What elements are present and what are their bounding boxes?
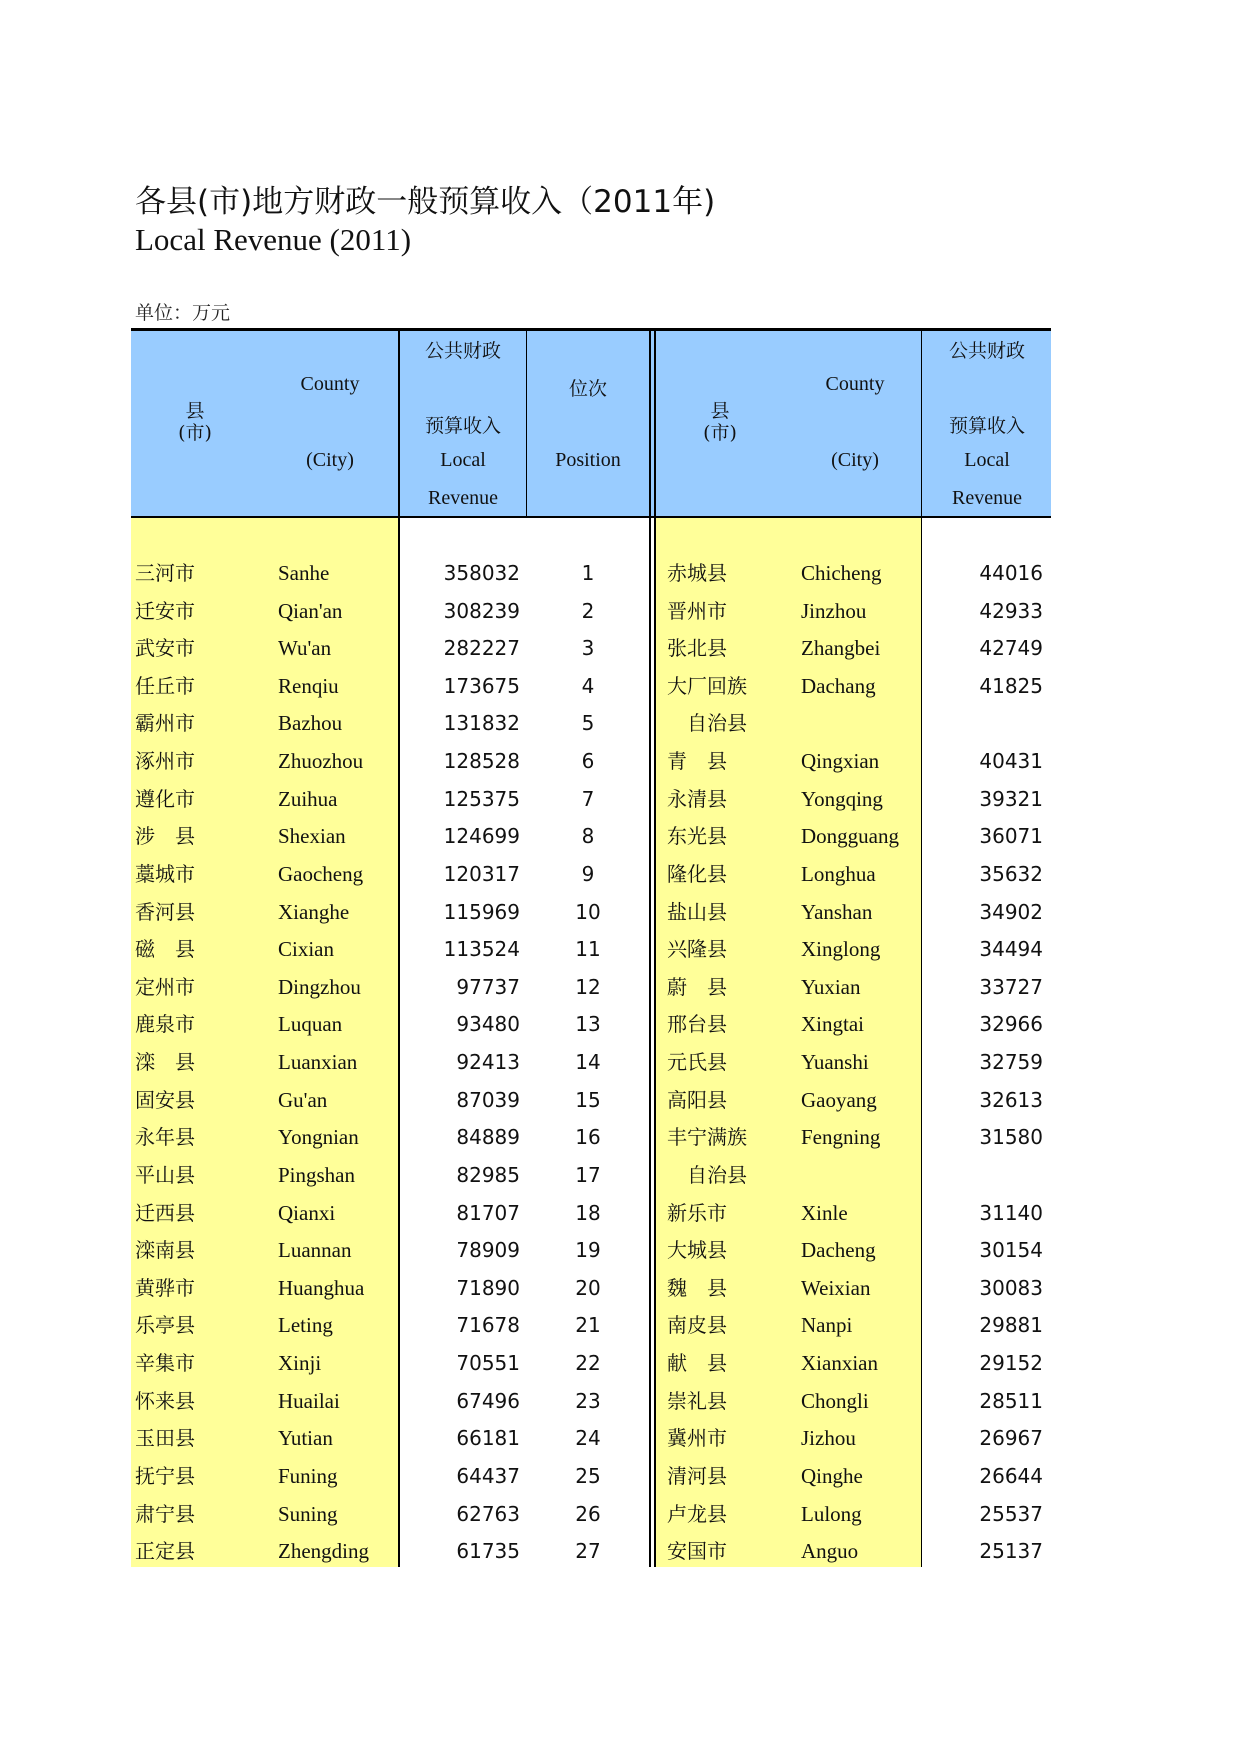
left-position: 19 — [575, 1238, 601, 1262]
header-county-cn-top-right: 县 — [710, 400, 730, 422]
header-position-cn: 位次 — [568, 378, 607, 400]
right-county-cn: 南皮县 — [667, 1313, 727, 1337]
header-revenue-cn-2-right: 预算收入 — [948, 415, 1025, 437]
right-county-cn: 赤城县 — [667, 561, 727, 585]
left-county-cn: 涿州市 — [135, 749, 195, 773]
right-county-cn: 盐山县 — [667, 900, 727, 924]
left-revenue: 82985 — [456, 1163, 520, 1187]
right-county-en — [801, 1156, 919, 1194]
right-county-cn: 冀州市 — [667, 1426, 727, 1450]
right-county-cn: 丰宁满族 — [667, 1125, 747, 1149]
left-county-en: Zhengding — [278, 1539, 369, 1563]
table-header-background — [131, 330, 1051, 518]
left-county-cn: 磁 县 — [135, 937, 195, 961]
right-county-cn: 崇礼县 — [667, 1389, 727, 1413]
left-revenue: 113524 — [443, 937, 520, 961]
right-revenue: 34494 — [979, 937, 1043, 961]
right-county-cn: 大厂回族 — [667, 674, 747, 698]
left-revenue: 128528 — [443, 749, 520, 773]
left-county-cn: 滦南县 — [135, 1238, 195, 1262]
right-revenue: 30083 — [979, 1276, 1043, 1300]
header-county-en-top: County — [300, 373, 360, 395]
left-county-cn: 永年县 — [135, 1125, 195, 1149]
unit-label: 单位：万元 — [135, 302, 231, 324]
left-county-cn: 黄骅市 — [135, 1276, 195, 1300]
right-revenue: 29152 — [979, 1351, 1043, 1375]
right-county-en: Fengning — [801, 1125, 881, 1149]
right-revenue: 31140 — [979, 1201, 1043, 1225]
right-revenue: 42933 — [979, 599, 1043, 623]
left-position: 13 — [575, 1012, 601, 1036]
left-county-cn: 乐亭县 — [135, 1313, 195, 1337]
right-county-en: Nanpi — [801, 1313, 853, 1337]
left-county-en: Suning — [278, 1502, 338, 1526]
left-county-en: Pingshan — [278, 1163, 356, 1187]
left-county-en: Shexian — [278, 824, 346, 848]
left-position: 4 — [581, 674, 595, 698]
left-county-en: Sanhe — [278, 561, 330, 585]
right-county-en: Xinglong — [801, 937, 881, 961]
left-county-cn: 滦 县 — [135, 1050, 195, 1074]
right-revenue: 30154 — [979, 1238, 1043, 1262]
right-revenue: 44016 — [979, 561, 1043, 585]
header-revenue-en-2-right: Revenue — [952, 487, 1022, 509]
center-double-divider-a — [649, 330, 651, 1567]
right-county-cn: 兴隆县 — [667, 937, 727, 961]
left-county-en: Huailai — [278, 1389, 340, 1413]
right-county-en: Jinzhou — [801, 599, 867, 623]
right-county-en: Qingxian — [801, 749, 880, 773]
left-county-cn: 正定县 — [135, 1539, 195, 1563]
left-county-en: Bazhou — [278, 711, 343, 735]
left-position: 15 — [575, 1088, 601, 1112]
left-position: 8 — [581, 824, 595, 848]
right-revenue — [925, 704, 1043, 742]
left-county-en: Leting — [278, 1313, 333, 1337]
header-revenue-cn-1: 公共财政 — [424, 340, 501, 362]
right-county-en: Dacheng — [801, 1238, 876, 1262]
right-revenue: 25537 — [979, 1502, 1043, 1526]
page-title-english: Local Revenue (2011) — [135, 222, 412, 257]
right-county-cn: 张北县 — [667, 636, 727, 660]
right-county-en: Dongguang — [801, 824, 899, 848]
left-county-cn: 遵化市 — [135, 787, 195, 811]
table-top-border — [131, 328, 1051, 331]
left-revenue: 70551 — [456, 1351, 520, 1375]
header-revenue-cn-2: 预算收入 — [424, 415, 501, 437]
left-county-en: Qian'an — [278, 599, 343, 623]
left-position: 3 — [581, 636, 595, 660]
right-county-cn: 高阳县 — [667, 1088, 727, 1112]
left-position-divider — [526, 330, 527, 518]
right-revenue: 42749 — [979, 636, 1043, 660]
left-position: 6 — [581, 749, 595, 773]
left-county-en: Wu'an — [278, 636, 332, 660]
left-revenue: 282227 — [443, 636, 520, 660]
right-county-en: Xingtai — [801, 1012, 864, 1036]
left-county-en: Zhuozhou — [278, 749, 364, 773]
left-position: 10 — [575, 900, 601, 924]
left-county-en: Xianghe — [278, 900, 350, 924]
left-revenue: 125375 — [443, 787, 520, 811]
right-county-cn: 自治县 — [667, 1163, 747, 1187]
left-county-cn: 霸州市 — [135, 711, 195, 735]
page-title-chinese: 各县(市)地方财政一般预算收入（2011年) — [135, 184, 716, 220]
right-revenue: 25137 — [979, 1539, 1043, 1563]
left-county-cn: 定州市 — [135, 975, 195, 999]
left-revenue: 358032 — [443, 561, 520, 585]
left-county-cn: 任丘市 — [135, 674, 195, 698]
left-position: 11 — [575, 937, 601, 961]
left-position: 2 — [581, 599, 595, 623]
left-county-en: Yutian — [278, 1426, 333, 1450]
left-county-en: Zuihua — [278, 787, 338, 811]
left-revenue: 173675 — [443, 674, 520, 698]
right-revenue: 28511 — [979, 1389, 1043, 1413]
left-revenue: 97737 — [456, 975, 520, 999]
left-revenue: 93480 — [456, 1012, 520, 1036]
left-position: 25 — [575, 1464, 601, 1488]
right-county-cn: 元氏县 — [667, 1050, 727, 1074]
left-position: 9 — [581, 862, 595, 886]
header-county-cn-right — [685, 400, 755, 444]
left-position: 12 — [575, 975, 601, 999]
left-county-en: Xinji — [278, 1351, 322, 1375]
left-position: 17 — [575, 1163, 601, 1187]
right-county-cn: 青 县 — [667, 749, 727, 773]
left-county-en: Gaocheng — [278, 862, 364, 886]
left-county-cn: 抚宁县 — [135, 1464, 195, 1488]
left-county-cn: 迁安市 — [135, 599, 195, 623]
left-county-cn: 辛集市 — [135, 1351, 195, 1375]
left-position: 23 — [575, 1389, 601, 1413]
header-position-en: Position — [555, 449, 621, 471]
left-revenue: 66181 — [456, 1426, 520, 1450]
right-county-cn: 自治县 — [667, 711, 747, 735]
right-county-en: Yuxian — [801, 975, 861, 999]
left-county-cn: 迁西县 — [135, 1201, 195, 1225]
left-revenue: 87039 — [456, 1088, 520, 1112]
left-revenue: 124699 — [443, 824, 520, 848]
left-county-cn: 肃宁县 — [135, 1502, 195, 1526]
right-county-en — [801, 704, 919, 742]
left-county-cn: 武安市 — [135, 636, 195, 660]
right-county-cn: 卢龙县 — [667, 1502, 727, 1526]
left-county-cn: 藁城市 — [135, 862, 195, 886]
right-county-cn: 蔚 县 — [667, 975, 727, 999]
right-revenue: 32966 — [979, 1012, 1043, 1036]
left-position: 5 — [581, 711, 595, 735]
right-revenue: 36071 — [979, 824, 1043, 848]
header-county-en-top-right: County — [825, 373, 885, 395]
right-county-en: Zhangbei — [801, 636, 881, 660]
right-county-en: Yanshan — [801, 900, 873, 924]
left-revenue: 308239 — [443, 599, 520, 623]
left-revenue: 92413 — [456, 1050, 520, 1074]
header-revenue-en-1-right: Local — [964, 449, 1010, 471]
right-county-cn: 安国市 — [667, 1539, 727, 1563]
left-revenue: 81707 — [456, 1201, 520, 1225]
left-county-cn: 怀来县 — [135, 1389, 195, 1413]
right-county-cn: 献 县 — [667, 1351, 727, 1375]
left-county-en: Cixian — [278, 937, 334, 961]
left-county-cn: 平山县 — [135, 1163, 195, 1187]
header-county-en-bottom-right: (City) — [831, 449, 879, 471]
left-revenue: 115969 — [443, 900, 520, 924]
left-position: 7 — [581, 787, 595, 811]
left-county-en: Huanghua — [278, 1276, 365, 1300]
right-county-en: Longhua — [801, 862, 876, 886]
left-county-cn: 固安县 — [135, 1088, 195, 1112]
left-county-en: Luanxian — [278, 1050, 358, 1074]
right-revenue: 26644 — [979, 1464, 1043, 1488]
right-county-en: Yongqing — [801, 787, 883, 811]
header-revenue-cn-1-right: 公共财政 — [948, 340, 1025, 362]
right-county-en: Qinghe — [801, 1464, 863, 1488]
header-county-cn-bottom: (市) — [178, 422, 212, 444]
left-revenue: 78909 — [456, 1238, 520, 1262]
right-county-en: Xianxian — [801, 1351, 878, 1375]
left-revenue: 71678 — [456, 1313, 520, 1337]
right-county-en: Xinle — [801, 1201, 848, 1225]
left-position: 24 — [575, 1426, 601, 1450]
left-county-en: Funing — [278, 1464, 338, 1488]
header-county-cn-top: 县 — [185, 400, 205, 422]
left-position: 18 — [575, 1201, 601, 1225]
left-revenue: 62763 — [456, 1502, 520, 1526]
left-county-en: Yongnian — [278, 1125, 359, 1149]
left-revenue: 84889 — [456, 1125, 520, 1149]
header-bottom-border — [131, 516, 1051, 518]
right-county-en: Weixian — [801, 1276, 871, 1300]
left-name-divider — [398, 330, 400, 1567]
left-county-cn: 三河市 — [135, 561, 195, 585]
right-county-cn: 魏 县 — [667, 1276, 727, 1300]
left-position: 1 — [581, 561, 595, 585]
header-revenue-en-1: Local — [440, 449, 486, 471]
left-county-en: Luannan — [278, 1238, 352, 1262]
right-county-cn: 清河县 — [667, 1464, 727, 1488]
right-county-cn: 邢台县 — [667, 1012, 727, 1036]
header-county-cn-bottom-right: (市) — [703, 422, 737, 444]
right-revenue: 34902 — [979, 900, 1043, 924]
left-county-en: Dingzhou — [278, 975, 361, 999]
right-name-divider — [921, 330, 922, 1567]
left-county-en: Renqiu — [278, 674, 339, 698]
right-county-cn: 东光县 — [667, 824, 727, 848]
right-revenue: 33727 — [979, 975, 1043, 999]
left-revenue: 131832 — [443, 711, 520, 735]
left-position: 21 — [575, 1313, 601, 1337]
right-revenue — [925, 1156, 1043, 1194]
right-county-en: Lulong — [801, 1502, 862, 1526]
left-county-cn: 涉 县 — [135, 824, 195, 848]
right-county-en: Dachang — [801, 674, 876, 698]
left-position: 27 — [575, 1539, 601, 1563]
left-county-en: Qianxi — [278, 1201, 336, 1225]
right-county-en: Gaoyang — [801, 1088, 877, 1112]
right-county-cn: 永清县 — [667, 787, 727, 811]
right-county-cn: 大城县 — [667, 1238, 727, 1262]
left-revenue: 120317 — [443, 862, 520, 886]
left-county-cn: 玉田县 — [135, 1426, 195, 1450]
left-position: 16 — [575, 1125, 601, 1149]
left-revenue: 64437 — [456, 1464, 520, 1488]
right-revenue: 32759 — [979, 1050, 1043, 1074]
right-county-en: Jizhou — [801, 1426, 856, 1450]
center-double-divider-b — [654, 330, 656, 1567]
right-county-en: Chicheng — [801, 561, 882, 585]
left-county-cn: 鹿泉市 — [135, 1012, 195, 1036]
right-revenue: 31580 — [979, 1125, 1043, 1149]
header-county-cn — [160, 400, 230, 444]
left-position: 22 — [575, 1351, 601, 1375]
left-revenue: 67496 — [456, 1389, 520, 1413]
left-position: 26 — [575, 1502, 601, 1526]
left-county-cn: 香河县 — [135, 900, 195, 924]
right-revenue: 26967 — [979, 1426, 1043, 1450]
right-county-cn: 隆化县 — [667, 862, 727, 886]
right-county-cn: 晋州市 — [667, 599, 727, 623]
right-revenue: 39321 — [979, 787, 1043, 811]
left-position: 14 — [575, 1050, 601, 1074]
right-county-en: Anguo — [801, 1539, 859, 1563]
right-county-cn: 新乐市 — [667, 1201, 727, 1225]
right-revenue: 32613 — [979, 1088, 1043, 1112]
right-revenue: 29881 — [979, 1313, 1043, 1337]
right-revenue: 40431 — [979, 749, 1043, 773]
right-county-en: Chongli — [801, 1389, 869, 1413]
left-position: 20 — [575, 1276, 601, 1300]
left-county-en: Gu'an — [278, 1088, 328, 1112]
right-revenue: 35632 — [979, 862, 1043, 886]
left-county-en: Luquan — [278, 1012, 343, 1036]
header-revenue-en-2: Revenue — [428, 487, 498, 509]
left-revenue: 71890 — [456, 1276, 520, 1300]
right-county-en: Yuanshi — [801, 1050, 869, 1074]
left-revenue: 61735 — [456, 1539, 520, 1563]
header-county-en-bottom: (City) — [306, 449, 354, 471]
right-revenue: 41825 — [979, 674, 1043, 698]
